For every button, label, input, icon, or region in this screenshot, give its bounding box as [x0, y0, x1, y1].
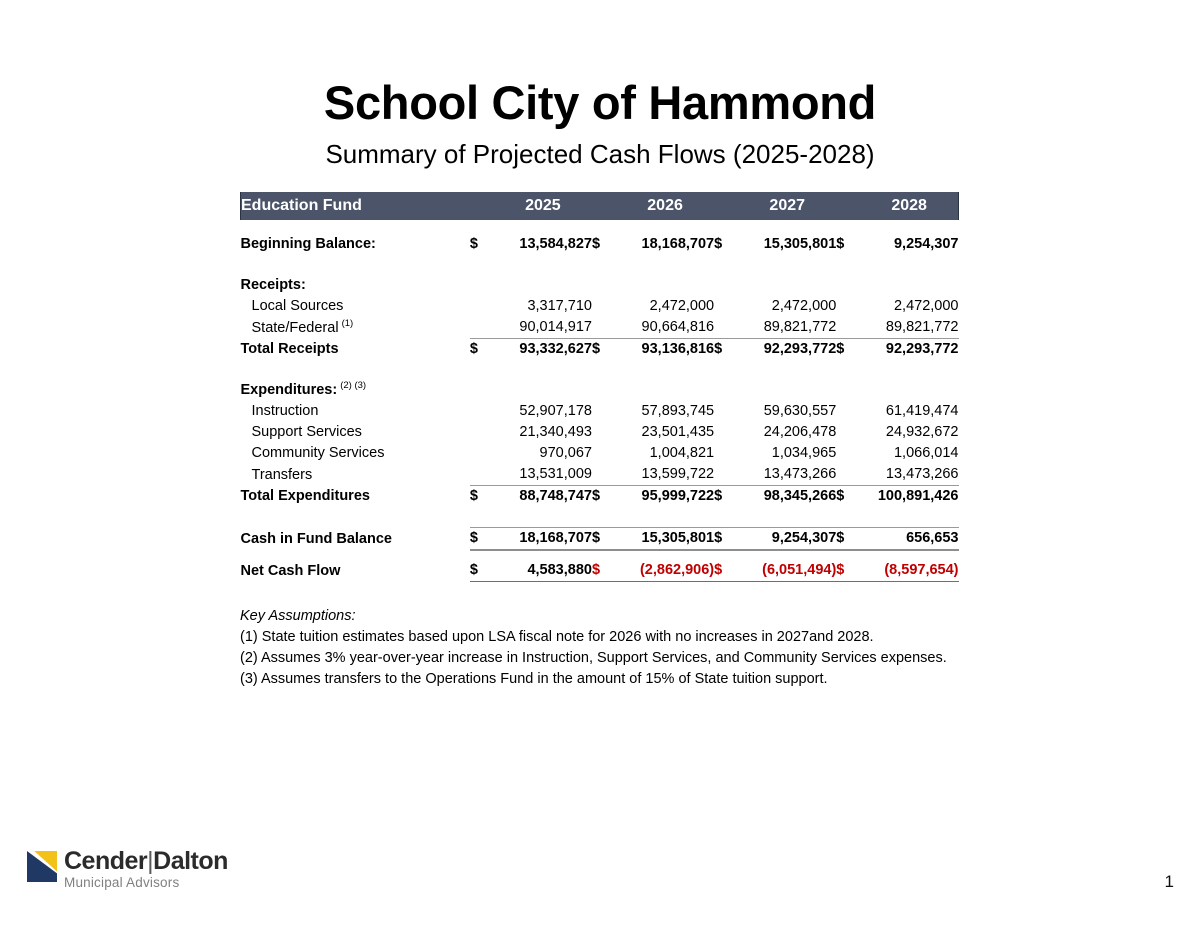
community-services-2026: 1,004,821 — [649, 445, 715, 461]
instruction-2028: 61,419,474 — [885, 403, 959, 419]
logo-wordmark — [64, 849, 228, 890]
row-label-community-services: Community Services — [251, 445, 385, 461]
currency-symbol: $ — [714, 560, 738, 582]
page-title: School City of Hammond — [323, 76, 877, 129]
net-cash-flow-2026: (2,862,906) — [616, 560, 714, 582]
table-row-local-sources — [241, 296, 959, 317]
table-row-total-receipts — [241, 339, 959, 361]
cash-in-fund-balance-2027: 9,254,307 — [738, 528, 836, 551]
cash-flow-table-container — [240, 192, 959, 582]
support-services-2027: 24,206,478 — [763, 424, 837, 440]
row-label-beginning-balance: Beginning Balance: — [240, 236, 376, 252]
key-assumption-item-1: (1) State tuition estimates based upon LSA fiscal note for 2026 with no increases in 2027and 2028. — [240, 629, 874, 645]
spacer-row — [241, 360, 959, 380]
total-receipts-2027: 92,293,772 — [738, 339, 836, 361]
transfers-2027: 13,473,266 — [763, 466, 837, 482]
currency-symbol: $ — [592, 339, 616, 361]
row-label-state-federal — [241, 317, 470, 339]
table-row-instruction — [241, 401, 959, 422]
currency-symbol: $ — [714, 236, 723, 252]
total-receipts-2025: 93,332,627 — [494, 339, 592, 361]
section-header-receipts: Receipts: — [240, 277, 306, 293]
row-label-instruction: Instruction — [251, 403, 319, 419]
community-services-2027: 1,034,965 — [771, 445, 837, 461]
row-label-total-expenditures: Total Expenditures — [240, 488, 370, 504]
total-expenditures-2027: 98,345,266 — [738, 486, 836, 508]
logo-tagline: Municipal Advisors — [64, 875, 180, 890]
currency-symbol: $ — [470, 560, 494, 582]
currency-symbol: $ — [836, 560, 860, 582]
transfers-2025: 13,531,009 — [519, 466, 592, 482]
transfers-2026: 13,599,722 — [641, 466, 715, 482]
table-header-row — [241, 192, 959, 220]
total-expenditures-2026: 95,999,722 — [616, 486, 714, 508]
cash-in-fund-balance-2025: 18,168,707 — [494, 528, 592, 551]
table-row-net-cash-flow — [241, 560, 959, 582]
instruction-2027: 59,630,557 — [763, 403, 837, 419]
beginning-balance-2027: 15,305,801 — [763, 236, 837, 252]
section-header-expenditures — [241, 380, 470, 401]
spacer-row — [241, 255, 959, 275]
currency-symbol: $ — [714, 528, 738, 551]
local-sources-2027: 2,472,000 — [771, 298, 837, 314]
state-federal-2027: 89,821,772 — [763, 319, 837, 335]
expenditures-text: Expenditures: — [240, 382, 338, 398]
header-spacer-1 — [470, 192, 494, 220]
key-assumptions-block — [240, 606, 1100, 690]
net-cash-flow-2027: (6,051,494) — [738, 560, 836, 582]
state-federal-text: State/Federal — [251, 319, 339, 336]
currency-symbol: $ — [836, 528, 860, 551]
column-header-2028: 2028 — [860, 192, 958, 220]
table-row-total-expenditures — [241, 486, 959, 508]
currency-symbol: $ — [469, 236, 478, 252]
state-federal-2028: 89,821,772 — [885, 319, 959, 335]
table-row-beginning-balance — [241, 234, 959, 255]
key-assumption-item-2: (2) Assumes 3% year-over-year increase in Instruction, Support Services, and Community Services expenses. — [240, 650, 947, 666]
currency-symbol: $ — [714, 486, 738, 508]
table-row-state-federal — [241, 317, 959, 339]
total-expenditures-2028: 100,891,426 — [860, 486, 958, 508]
support-services-2025: 21,340,493 — [519, 424, 592, 440]
table-row-community-services — [241, 443, 959, 464]
header-spacer-2 — [592, 192, 616, 220]
total-receipts-2026: 93,136,816 — [616, 339, 714, 361]
currency-symbol: $ — [470, 339, 494, 361]
total-expenditures-2025: 88,748,747 — [494, 486, 592, 508]
currency-symbol: $ — [836, 339, 860, 361]
logo-name-cender: Cender — [64, 847, 148, 875]
currency-symbol: $ — [470, 486, 494, 508]
column-header-2027: 2027 — [738, 192, 836, 220]
total-receipts-2028: 92,293,772 — [860, 339, 958, 361]
spacer-row — [241, 220, 959, 234]
beginning-balance-2026: 18,168,707 — [641, 236, 715, 252]
currency-symbol: $ — [470, 528, 494, 551]
spacer-row — [241, 507, 959, 528]
row-label-net-cash-flow: Net Cash Flow — [240, 562, 341, 579]
header-spacer-4 — [836, 192, 860, 220]
logo-divider: | — [147, 847, 154, 875]
beginning-balance-2025: 13,584,827 — [519, 236, 592, 252]
table-row-support-services — [241, 422, 959, 443]
cash-in-fund-balance-2026: 15,305,801 — [616, 528, 714, 551]
currency-symbol: $ — [836, 486, 860, 508]
instruction-2026: 57,893,745 — [641, 403, 715, 419]
page-subtitle: Summary of Projected Cash Flows (2025-2028) — [325, 139, 875, 170]
table-row-cash-in-fund-balance — [241, 528, 959, 551]
currency-symbol: $ — [592, 528, 616, 551]
support-services-2026: 23,501,435 — [641, 424, 715, 440]
row-label-total-receipts: Total Receipts — [240, 341, 339, 357]
row-label-local-sources: Local Sources — [251, 298, 344, 314]
table-row-receipts-header — [241, 275, 959, 296]
table-header-label: Education Fund — [241, 192, 470, 220]
local-sources-2028: 2,472,000 — [893, 298, 959, 314]
local-sources-2026: 2,472,000 — [649, 298, 715, 314]
row-label-transfers: Transfers — [251, 466, 313, 483]
key-assumption-item-3: (3) Assumes transfers to the Operations Fund in the amount of 15% of State tuition support. — [240, 671, 828, 687]
cash-in-fund-balance-2028: 656,653 — [860, 528, 958, 551]
instruction-2025: 52,907,178 — [519, 403, 592, 419]
community-services-2025: 970,067 — [539, 445, 592, 461]
logo-mark-icon — [27, 851, 57, 882]
footnote-marker-2-3: (2) (3) — [340, 380, 367, 392]
currency-symbol: $ — [592, 560, 616, 582]
community-services-2028: 1,066,014 — [893, 445, 959, 461]
state-federal-2026: 90,664,816 — [641, 319, 715, 335]
header-spacer-3 — [714, 192, 738, 220]
title-block — [0, 78, 1200, 169]
column-header-2025: 2025 — [494, 192, 592, 220]
beginning-balance-2028: 9,254,307 — [893, 236, 959, 252]
row-label-cash-in-fund-balance: Cash in Fund Balance — [240, 531, 392, 547]
logo-company-name — [64, 849, 228, 874]
table-row-transfers — [241, 464, 959, 486]
key-assumptions-heading: Key Assumptions: — [240, 608, 356, 624]
currency-symbol: $ — [592, 486, 616, 508]
column-header-2026: 2026 — [616, 192, 714, 220]
page-number: 1 — [1164, 872, 1174, 891]
support-services-2028: 24,932,672 — [885, 424, 959, 440]
net-cash-flow-2028: (8,597,654) — [860, 560, 958, 582]
table-row-expenditures-header — [241, 380, 959, 401]
local-sources-2025: 3,317,710 — [527, 298, 592, 314]
footnote-marker-1: (1) — [341, 317, 354, 329]
currency-symbol: $ — [591, 236, 601, 252]
currency-symbol: $ — [836, 236, 845, 252]
row-label-support-services: Support Services — [251, 424, 362, 440]
cash-flow-table — [240, 192, 959, 582]
net-cash-flow-2025: 4,583,880 — [494, 560, 592, 582]
logo-name-dalton: Dalton — [153, 847, 228, 875]
currency-symbol: $ — [714, 339, 738, 361]
transfers-2028: 13,473,266 — [885, 466, 959, 482]
spacer-row — [241, 550, 959, 560]
cender-dalton-logo — [27, 849, 228, 890]
state-federal-2025: 90,014,917 — [519, 319, 592, 335]
